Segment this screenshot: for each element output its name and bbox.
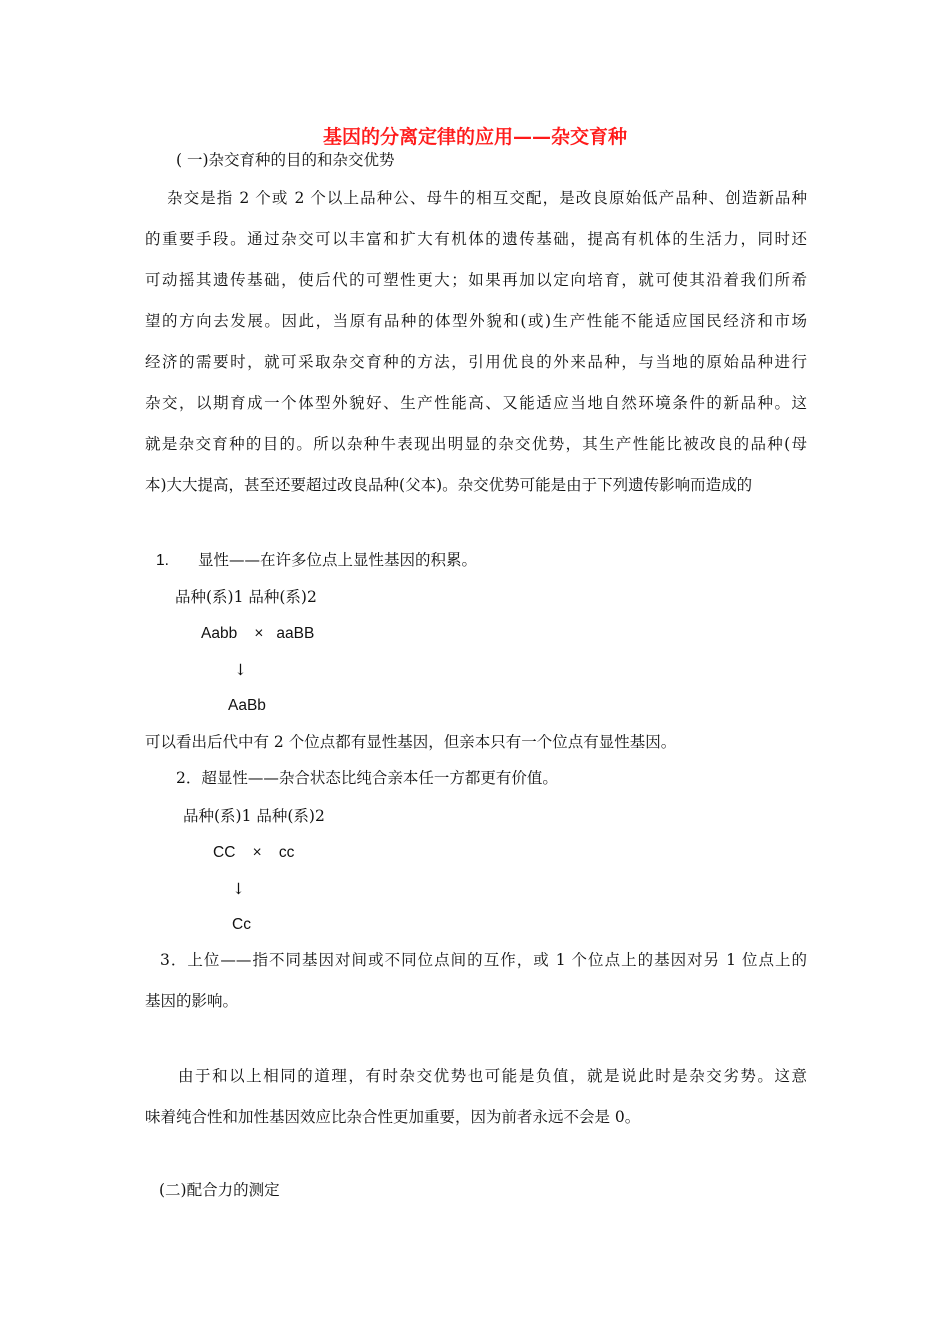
intro-line: 的重要手段。通过杂交可以丰富和扩大有机体的遗传基础，提高有机体的生活力，同时还	[145, 230, 807, 248]
intro-line: 就是杂交育种的目的。所以杂种牛表现出明显的杂交优势，其生产性能比被改良的品种(母	[145, 435, 807, 453]
item-1-note: 可以看出后代中有 2 个位点都有显性基因，但亲本只有一个位点有显性基因。	[145, 733, 677, 751]
item-1-offspring: AaBb	[228, 697, 266, 714]
item-1-parents-label: 品种(系)1 品种(系)2	[175, 588, 317, 606]
conclusion-line: 味着纯合性和加性基因效应比杂合性更加重要，因为前者永远不会是 0。	[145, 1108, 641, 1126]
conclusion-paragraph	[145, 1056, 807, 1138]
intro-line: 本)大大提高，甚至还要超过改良品种(父本)。杂交优势可能是由于下列遗传影响而造成的	[145, 476, 753, 494]
intro-line: 杂交，以期育成一个体型外貌好、生产性能高、又能适应当地自然环境条件的新品种。这	[145, 394, 807, 412]
intro-paragraph	[145, 178, 807, 506]
item-1-number: 1.	[156, 552, 169, 569]
section-1-heading: ( 一)杂交育种的目的和杂交优势	[176, 151, 395, 169]
section-2-heading: (二)配合力的测定	[159, 1181, 280, 1199]
item-3-line: 基因的影响。	[145, 992, 239, 1010]
item-1-arrow: ↓	[234, 661, 247, 679]
item-3-paragraph	[145, 940, 807, 1022]
item-2-arrow: ↓	[232, 880, 245, 898]
document-title: 基因的分离定律的应用——杂交育种	[322, 126, 627, 148]
item-2-cross: CC × cc	[213, 844, 295, 861]
intro-line: 望的方向去发展。因此，当原有品种的体型外貌和(或)生产性能不能适应国民经济和市场	[145, 312, 807, 330]
intro-line: 杂交是指 2 个或 2 个以上品种公、母牛的相互交配，是改良原始低产品种、创造新品种	[167, 189, 807, 207]
conclusion-line: 由于和以上相同的道理，有时杂交优势也可能是负值，就是说此时是杂交劣势。这意	[178, 1067, 807, 1085]
item-2-offspring: Cc	[232, 916, 251, 933]
item-2-parents-label: 品种(系)1 品种(系)2	[183, 807, 325, 825]
item-2-text: 2．超显性——杂合状态比纯合亲本任一方都更有价值。	[176, 769, 558, 787]
item-1-text: 显性——在许多位点上显性基因的积累。	[198, 551, 478, 569]
intro-line: 经济的需要时，就可采取杂交育种的方法，引用优良的外来品种，与当地的原始品种进行	[145, 353, 807, 371]
item-1-cross: Aabb × aaBB	[201, 625, 315, 642]
item-3-line: 3．上位——指不同基因对间或不同位点间的互作，或 1 个位点上的基因对另 1 位点上的	[160, 951, 807, 969]
intro-line: 可动摇其遗传基础，使后代的可塑性更大；如果再加以定向培育，就可使其沿着我们所希	[145, 271, 807, 289]
